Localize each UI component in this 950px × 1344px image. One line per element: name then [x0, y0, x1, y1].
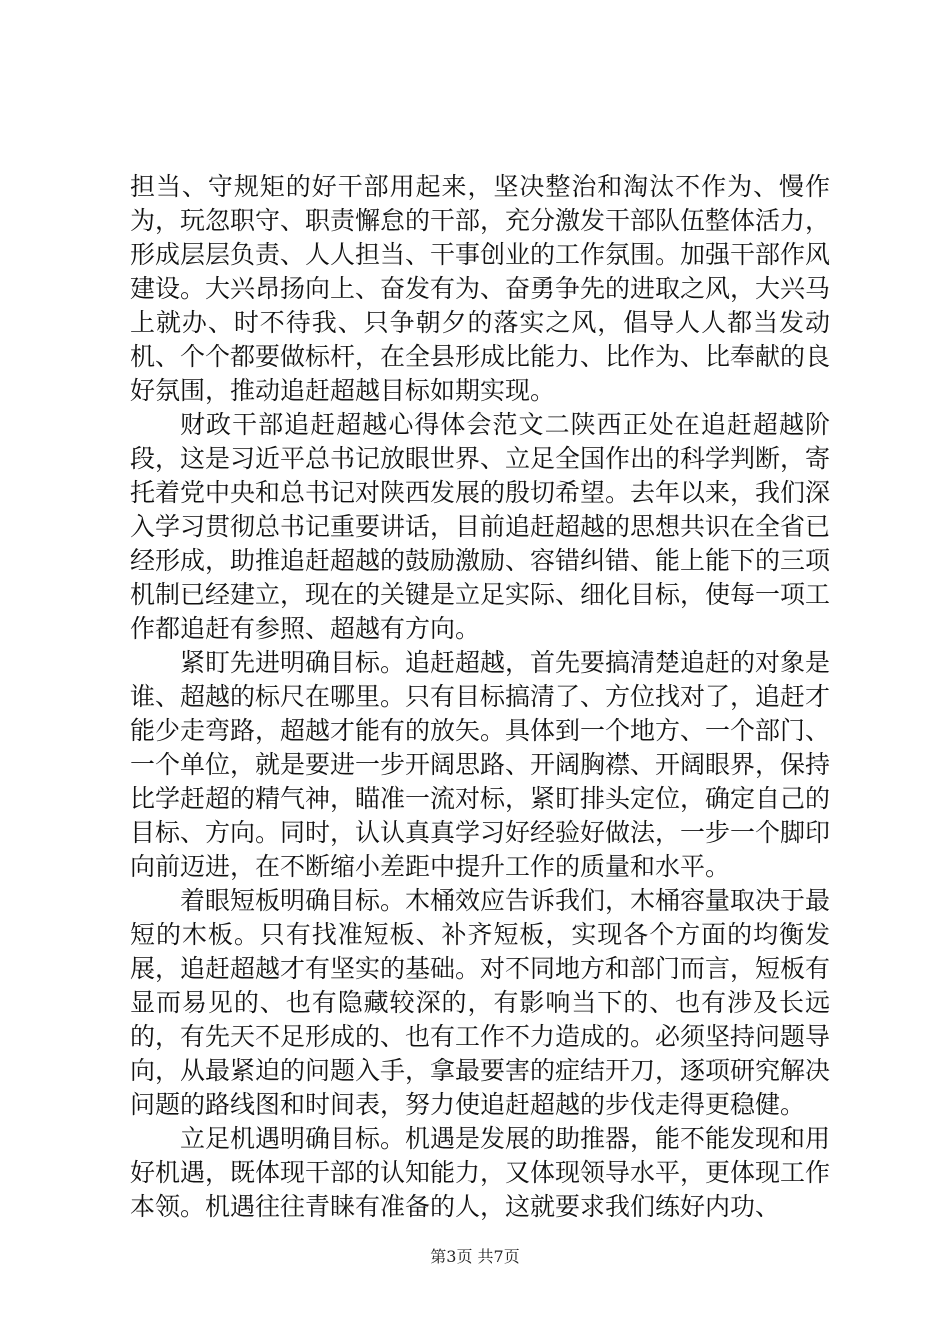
paragraph-sample-two-intro: 财政干部追赶超越心得体会范文二陕西正处在追赶超越阶段，这是习近平总书记放眼世界、立足全国作出的科学判断，寄托着党中央和总书记对陕西发展的殷切希望。去年以来，我们深入学习贯彻总书记重要讲话，目前追赶超越的思想共识在全省已经形成，助推追赶超越的鼓励激励、容错纠错、能上能下的三项机制已经建立，现在的关键是立足实际、细化目标，使每一项工作都追赶有参照、超越有方向。 — [130, 410, 831, 643]
paragraph-cadre-conduct: 担当、守规矩的好干部用起来，坚决整治和淘汰不作为、慢作为，玩忽职守、职责懈怠的干部，充分激发干部队伍整体活力，形成层层负责、人人担当、干事创业的工作氛围。加强干部作风建设。大兴昂扬向上、奋发有为、奋勇争先的进取之风，大兴马上就办、时不待我、只争朝夕的落实之风，倡导人人都当发动机、个个都要做标杆，在全县形成比能力、比作为、比奉献的良好氛围，推动追赶超越目标如期实现。 — [130, 172, 831, 405]
paragraph-seize-opportunities: 立足机遇明确目标。机遇是发展的助推器，能不能发现和用好机遇，既体现干部的认知能力，又体现领导水平，更体现工作本领。机遇往往青睐有准备的人，这就要求我们练好内功、 — [130, 1124, 831, 1221]
document-body — [130, 170, 830, 1224]
paragraph-focus-on-shortcomings: 着眼短板明确目标。木桶效应告诉我们，木桶容量取决于最短的木板。只有找准短板、补齐短板，实现各个方面的均衡发展，追赶超越才有坚实的基础。对不同地方和部门而言，短板有显而易见的、也有隐藏较深的，有影响当下的、也有涉及长远的，有先天不足形成的、也有工作不力造成的。必须坚持问题导向，从最紧迫的问题入手，拿最要害的症结开刀，逐项研究解决问题的路线图和时间表，努力使追赶超越的步伐走得更稳健。 — [130, 886, 831, 1119]
paragraph-follow-the-advanced: 紧盯先进明确目标。追赶超越，首先要搞清楚追赶的对象是谁、超越的标尺在哪里。只有目标搞清了、方位找对了，追赶才能少走弯路，超越才能有的放矢。具体到一个地方、一个部门、一个单位，就是要进一步开阔思路、开阔胸襟、开阔眼界，保持比学赶超的精气神，瞄准一流对标，紧盯排头定位，确定自己的目标、方向。同时，认认真真学习好经验好做法，一步一个脚印向前迈进，在不断缩小差距中提升工作的质量和水平。 — [130, 648, 831, 881]
page-number-footer: 第3页 共7页 — [430, 1247, 520, 1266]
